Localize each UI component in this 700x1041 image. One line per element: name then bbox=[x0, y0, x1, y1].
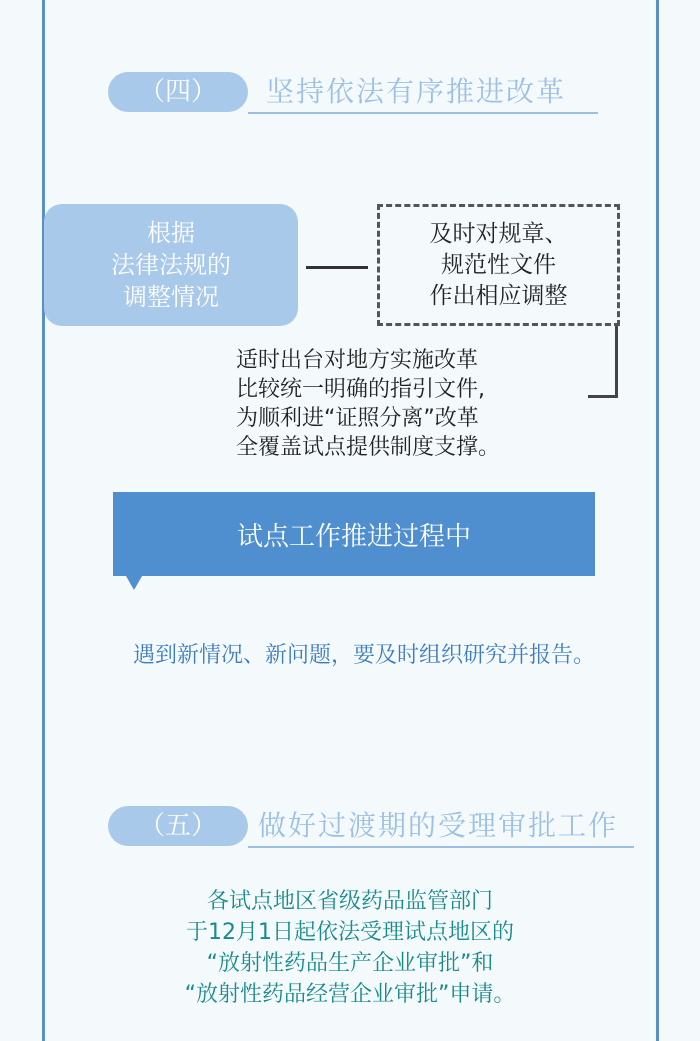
banner-label: 试点工作推进过程中 bbox=[236, 521, 471, 552]
left-frame-line bbox=[42, 0, 45, 1041]
guidance-line: 比较统一明确的指引文件, bbox=[236, 377, 485, 402]
section-5-underline bbox=[248, 846, 634, 848]
guidance-text bbox=[236, 346, 596, 462]
section-5-header bbox=[108, 806, 634, 848]
connector-line bbox=[306, 266, 368, 269]
section-4-number: （四） bbox=[108, 72, 248, 112]
banner-pointer bbox=[126, 576, 142, 590]
section-4-title: 坚持依法有序推进改革 bbox=[266, 75, 567, 108]
basis-box bbox=[44, 204, 298, 326]
action-line: 及时对规章、 bbox=[429, 220, 568, 247]
section-5-number: （五） bbox=[108, 806, 248, 846]
guidance-line: 全覆盖试点提供制度支撑。 bbox=[236, 435, 501, 460]
guidance-line: 为顺利进“证照分离”改革 bbox=[236, 406, 479, 431]
guidance-line: 适时出台对地方实施改革 bbox=[236, 348, 479, 373]
basis-line: 根据 bbox=[147, 219, 195, 247]
note-text: 遇到新情况、新问题，要及时组织研究并报告。 bbox=[132, 643, 595, 668]
basis-line: 法律法规的 bbox=[111, 251, 231, 279]
final-line: 于12月1日起依法受理试点地区的 bbox=[186, 920, 514, 945]
final-line: 各试点地区省级药品监管部门 bbox=[206, 889, 493, 914]
basis-line: 调整情况 bbox=[123, 283, 219, 311]
process-banner bbox=[113, 492, 595, 576]
final-line: “放射性药品生产企业审批”和 bbox=[206, 951, 494, 976]
action-line: 规范性文件 bbox=[441, 251, 556, 278]
section-5-title: 做好过渡期的受理审批工作 bbox=[258, 809, 619, 842]
action-box bbox=[377, 204, 620, 326]
final-text bbox=[120, 886, 580, 1010]
section-4-underline bbox=[248, 112, 598, 114]
right-frame-line bbox=[656, 0, 659, 1041]
action-line: 作出相应调整 bbox=[429, 282, 568, 309]
final-line: “放射性药品经营企业审批”申请。 bbox=[184, 982, 516, 1007]
section-4-header bbox=[108, 72, 598, 114]
